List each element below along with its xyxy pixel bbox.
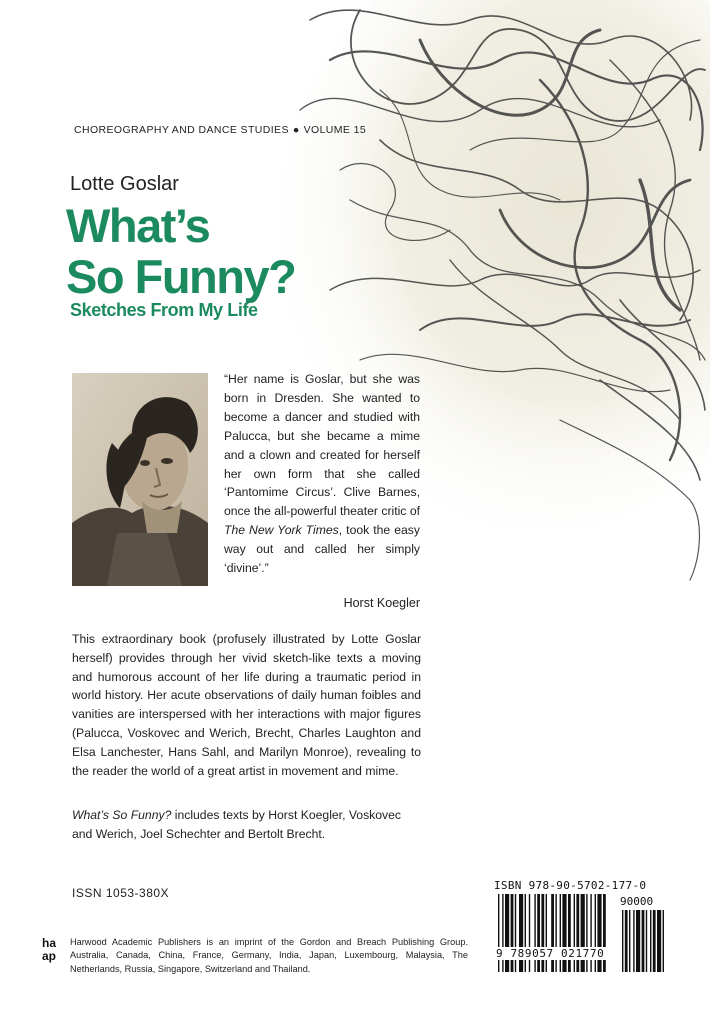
logo-line-1: ha <box>42 936 57 950</box>
contributors-note <box>72 806 421 844</box>
author-photo <box>72 373 208 586</box>
book-title <box>66 200 295 302</box>
issn: ISSN 1053-380X <box>72 886 170 900</box>
book-subtitle: Sketches From My Life <box>70 300 258 320</box>
title-line-1: What’s <box>66 199 210 252</box>
ean-digits: 9 789057 021770 <box>496 947 605 960</box>
quote-part-2: , took the easy way out and called her simply ‘divine’.” <box>224 523 420 576</box>
quote-italic: The New York Times <box>224 523 339 538</box>
logo-line-2: ap <box>42 949 57 963</box>
quote-part-1: “Her name is Goslar, but she was born in Dresden. She wanted to become a dancer and studied with Palucca, but she became a mime and a clown and created for herself her own form that she called ‘Pantomime Circus’. Clive Barnes, once the all-powerful theater critic of <box>224 372 420 519</box>
series-label: CHOREOGRAPHY AND DANCE STUDIES <box>74 124 289 136</box>
series-volume: VOLUME 15 <box>303 124 367 136</box>
series-separator: ● <box>292 124 300 136</box>
author-name: Lotte Goslar <box>70 173 179 195</box>
credits-title: What’s So Funny? <box>72 808 172 822</box>
quote-text <box>224 370 420 578</box>
quote-author: Horst Koegler <box>343 596 420 610</box>
series-line <box>74 124 366 136</box>
publisher-logo <box>42 937 64 969</box>
title-line-2: So Funny? <box>66 250 296 303</box>
publisher-info: Harwood Academic Publishers is an imprint of the Gordon and Breach Publishing Group. Australia, Canada, China, France, Germany, India, Japan, Luxembourg, Malaysia, The Netherlands, Russia, Singapore, Switzerland and Thailand. <box>70 937 468 974</box>
book-description: This extraordinary book (profusely illustrated by Lotte Goslar herself) provides through her vivid sketch-like texts a moving and humorous account of her life during a traumatic period in world history. Her acute observations of daily human foibles and vanities are interspersed with her interactions with major figures (Palucca, Voskovec and Werich, Brecht, Charles Laughton and Elsa Lanchester, Hans Sahl, and Marilyn Monroe), revealing to the reader the world of a great artist in movement and mime. <box>72 632 421 778</box>
price-code: 90000 <box>620 895 654 908</box>
isbn-number: ISBN 978-90-5702-177-0 <box>494 879 647 892</box>
credits-rest: includes texts by Horst Koegler, Voskovec and Werich, Joel Schechter and Bertolt Brecht. <box>72 808 402 841</box>
